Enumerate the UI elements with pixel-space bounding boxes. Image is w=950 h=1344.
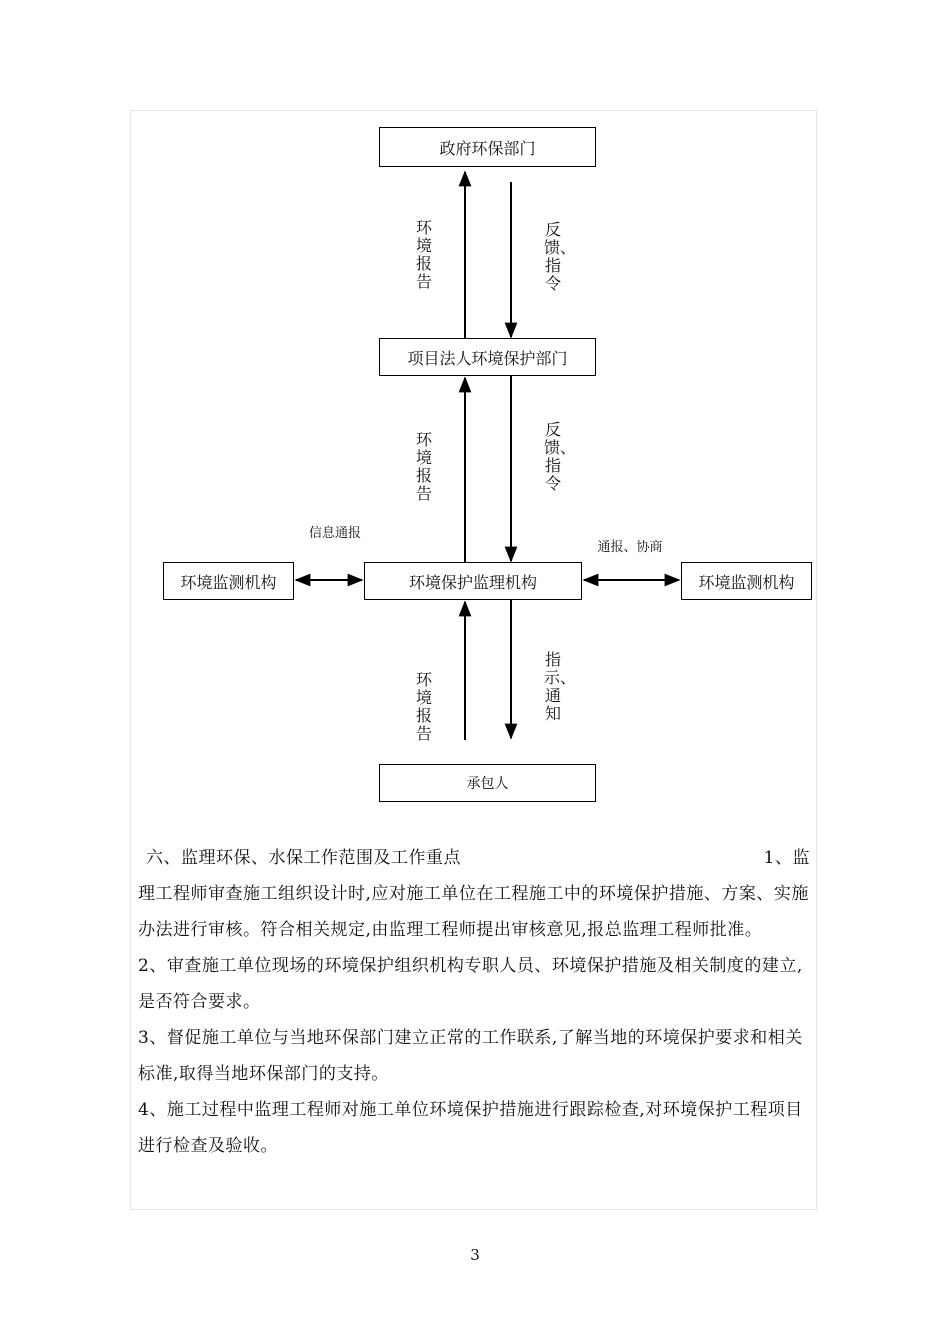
node-contractor: 承包人 [379, 764, 596, 802]
item2-text: 2、审查施工单位现场的环境保护组织机构专职人员、环境保护措施及相关制度的建立,是否符合要求。 [138, 956, 803, 1012]
label-instruct: 指示、通知 [524, 632, 582, 742]
node-monitor-right: 环境监测机构 [681, 562, 812, 600]
label-feedback-1: 反馈、指令 [524, 202, 582, 312]
label-report-1: 环境报告 [394, 210, 454, 300]
body-text [138, 840, 810, 1164]
label-report-3: 环境报告 [394, 662, 454, 752]
label-feedback-2: 反馈、指令 [524, 402, 582, 512]
page-number: 3 [470, 1246, 480, 1264]
node-project-dept: 项目法人环境保护部门 [379, 338, 596, 376]
label-notify-consult: 通报、协商 [582, 536, 678, 555]
label-info-notify: 信息通报 [296, 522, 374, 541]
section-heading: 六、监理环保、水保工作范围及工作重点 [146, 848, 461, 868]
label-report-2: 环境报告 [394, 412, 454, 522]
node-monitor-left: 环境监测机构 [163, 562, 294, 600]
item1-number: 1、监 [763, 848, 810, 868]
item3-text: 3、督促施工单位与当地环保部门建立正常的工作联系,了解当地的环境保护要求和相关标准,取得当地环保部门的支持。 [138, 1028, 803, 1084]
node-gov-dept: 政府环保部门 [379, 127, 596, 167]
item4-text: 4、施工过程中监理工程师对施工单位环境保护措施进行跟踪检查,对环境保护工程项目进行检查及验收。 [138, 1100, 803, 1156]
item1-text: 理工程师审查施工组织设计时,应对施工单位在工程施工中的环境保护措施、方案、实施办法进行审核。符合相关规定,由监理工程师提出审核意见,报总监理工程师批准。 [138, 884, 809, 940]
node-supervision: 环境保护监理机构 [364, 562, 582, 600]
